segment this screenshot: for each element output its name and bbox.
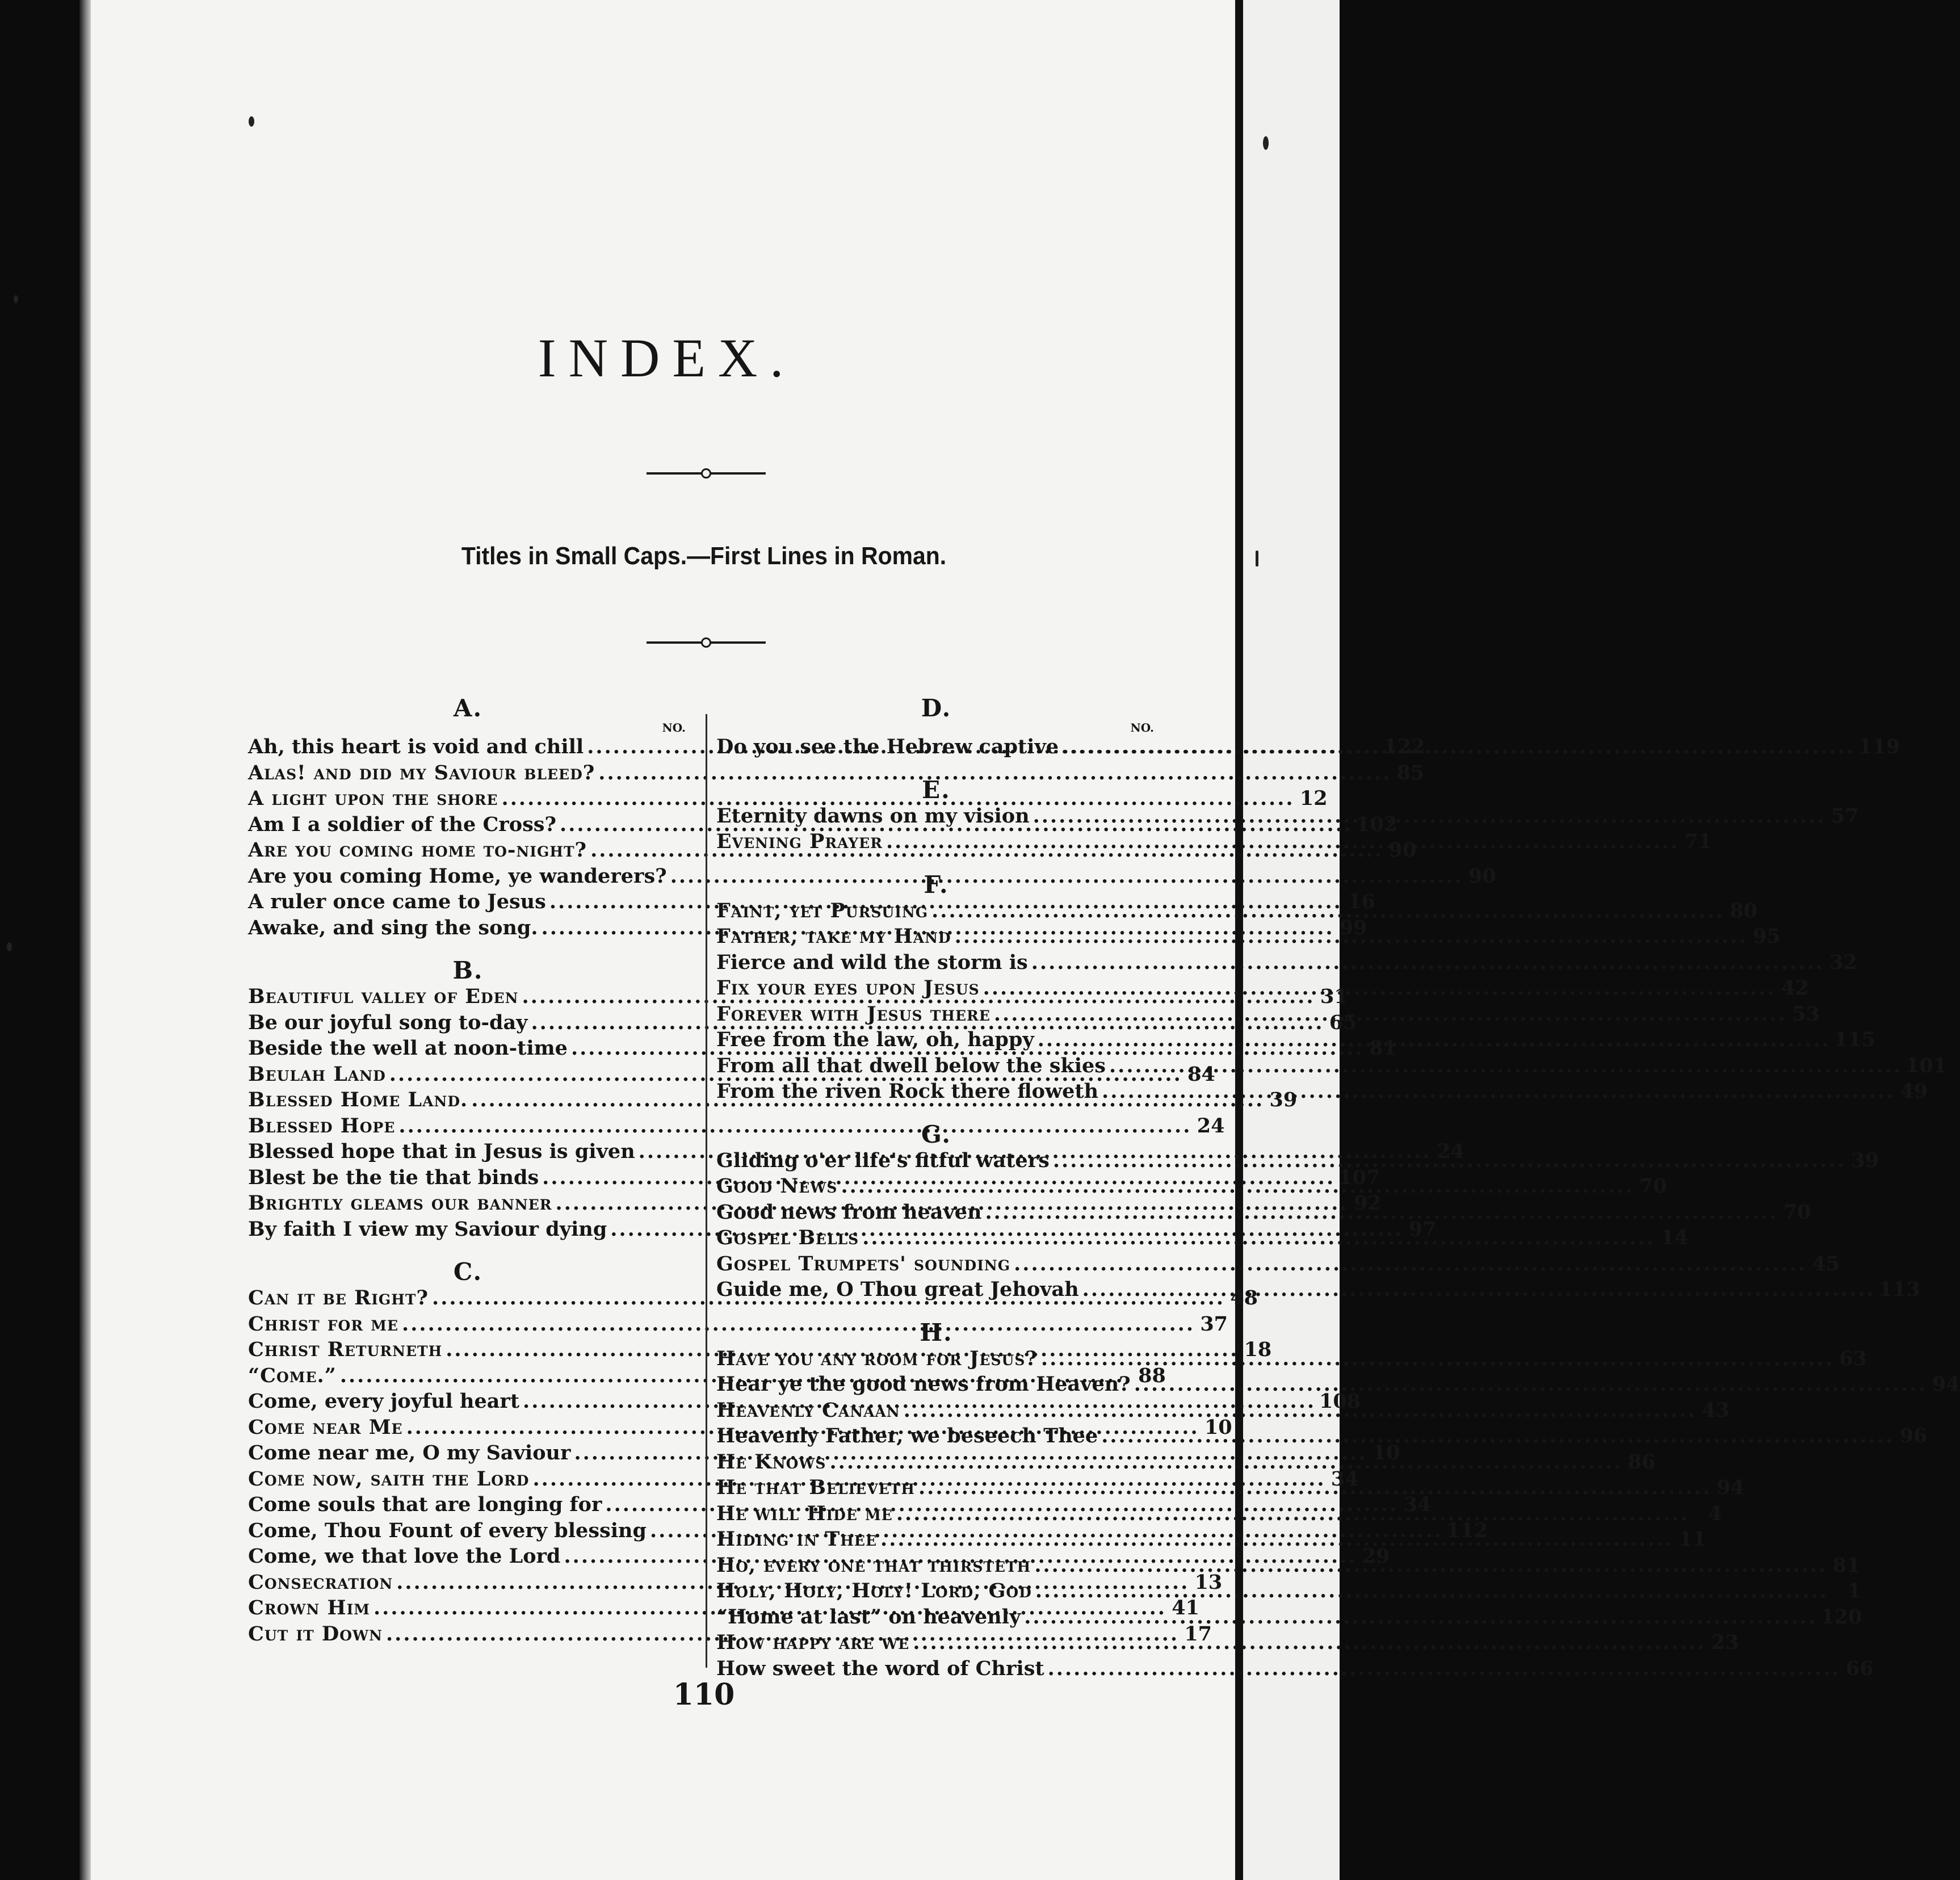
- section-gap: [716, 1105, 1156, 1122]
- hymn-number: 94: [1716, 1476, 1745, 1499]
- dot-leader: [1033, 803, 1826, 829]
- hymn-title: “Home at last” on heavenly: [716, 1605, 1021, 1629]
- ink-speck: [7, 942, 12, 951]
- hymn-title: Heavenly Canaan: [716, 1398, 900, 1422]
- hymn-number: 84: [1187, 1062, 1215, 1086]
- hymn-number: 1: [1847, 1579, 1861, 1602]
- section-gap: [248, 941, 688, 958]
- dot-leader: [1034, 1552, 1827, 1579]
- hymn-title: Fix your eyes upon Jesus: [716, 976, 980, 1000]
- hymn-number: 10: [1204, 1415, 1232, 1439]
- hymn-title: Beautiful valley of Eden: [248, 985, 519, 1008]
- dot-leader: [1024, 1604, 1817, 1630]
- hymn-number: 119: [1858, 735, 1900, 758]
- ink-speck: [1263, 136, 1269, 150]
- hymn-title: Blest be the tie that binds: [248, 1165, 539, 1189]
- hymn-number: 34: [1403, 1493, 1432, 1516]
- index-entry: [716, 950, 1857, 976]
- index-entry: [716, 1656, 1874, 1682]
- page-edge-shadow: [79, 0, 92, 1880]
- dot-leader: [994, 1001, 1787, 1027]
- dot-leader: [1134, 1371, 1927, 1398]
- hymn-title: By faith I view my Saviour dying: [248, 1217, 607, 1241]
- dot-leader: [886, 829, 1679, 855]
- hymn-number: 90: [1468, 864, 1496, 888]
- hymn-title: Be our joyful song to-day: [248, 1010, 528, 1034]
- hymn-number: 99: [1339, 916, 1367, 939]
- hymn-number: 115: [1833, 1028, 1875, 1051]
- hymn-title: Eternity dawns on my vision: [716, 804, 1030, 828]
- hymn-number: 31: [1320, 985, 1348, 1008]
- hymn-number: 107: [1338, 1165, 1380, 1189]
- section-gap: [716, 1303, 1156, 1320]
- hymn-title: Ho, every one that thirsteth: [716, 1553, 1031, 1577]
- dot-leader: [983, 975, 1776, 1001]
- hymn-number: 70: [1639, 1174, 1667, 1198]
- hymn-title: Alas! and did my Saviour bleed?: [248, 761, 595, 784]
- hymn-title: Do you see the Hebrew captive: [716, 735, 1059, 758]
- hymn-number: 81: [1832, 1553, 1861, 1577]
- hymn-title: Good news from heaven: [716, 1200, 982, 1224]
- hymn-number: 71: [1684, 830, 1713, 853]
- index-entry: [248, 760, 1425, 786]
- hymn-number: 70: [1783, 1200, 1811, 1224]
- hymn-number: 88: [1138, 1363, 1166, 1387]
- hymn-number: 108: [1319, 1390, 1361, 1413]
- hymn-title: Come souls that are longing for: [248, 1493, 602, 1516]
- hymn-title: Beside the well at noon-time: [248, 1036, 568, 1060]
- hymn-number: 24: [1197, 1114, 1225, 1138]
- hymn-number: 16: [1348, 890, 1375, 913]
- hymn-number: 85: [1396, 761, 1425, 784]
- dot-leader: [931, 898, 1724, 924]
- hymn-number: 96: [1899, 1424, 1928, 1447]
- hymn-title: A light upon the shore: [248, 787, 498, 810]
- hymn-title: Ah, this heart is void and chill: [248, 735, 584, 758]
- hymn-number: 66: [1845, 1656, 1874, 1680]
- hymn-number: 63: [1839, 1346, 1867, 1370]
- dot-leader: [913, 1630, 1706, 1656]
- hymn-title: Forever with Jesus there: [716, 1002, 991, 1026]
- hymn-title: Gospel Bells: [716, 1226, 859, 1249]
- dot-leader: [880, 1526, 1673, 1552]
- hymn-number: 80: [1730, 899, 1758, 922]
- ornamental-divider-bottom: [647, 641, 766, 644]
- dot-leader: [1102, 1079, 1895, 1105]
- hymn-number: 86: [1627, 1450, 1656, 1474]
- page-number: 110: [673, 1677, 735, 1712]
- dot-leader: [1062, 734, 1855, 760]
- hymn-title: Crown Him: [248, 1596, 370, 1619]
- hymn-title: Blessed Home Land.: [248, 1088, 468, 1111]
- section-letter: C.: [453, 1258, 483, 1286]
- hymn-title: He will Hide me: [716, 1501, 893, 1525]
- hymn-number: 120: [1820, 1605, 1862, 1629]
- ornamental-divider-top: [647, 472, 766, 475]
- hymn-title: Are you coming Home, ye wanderers?: [248, 864, 667, 888]
- hymn-title: Evening Prayer: [716, 830, 883, 853]
- dot-leader: [1038, 1027, 1831, 1053]
- hymn-title: Come near me, O my Saviour: [248, 1441, 571, 1464]
- dot-leader: [1101, 1423, 1894, 1449]
- hymn-number: 53: [1792, 1002, 1820, 1026]
- page-title: INDEX.: [538, 328, 796, 388]
- hymn-number: 101: [1906, 1054, 1948, 1077]
- hymn-number: 97: [1408, 1217, 1437, 1241]
- hymn-number: 113: [1878, 1278, 1920, 1301]
- hymn-title: From the riven Rock there floweth: [716, 1080, 1099, 1103]
- hymn-title: Come now, saith the Lord: [248, 1467, 530, 1491]
- index-entry: [716, 1251, 1840, 1277]
- hymn-number: 29: [1362, 1545, 1390, 1568]
- dot-leader: [1109, 1053, 1902, 1079]
- hymn-number: 81: [1369, 1036, 1397, 1060]
- column-rule: [706, 714, 707, 1668]
- hymn-title: Come, Thou Fount of every blessing: [248, 1518, 647, 1542]
- hymn-number: 65: [1329, 1010, 1357, 1034]
- dot-leader: [904, 1398, 1697, 1424]
- hymn-number: 48: [1230, 1286, 1258, 1310]
- hymn-number: 37: [1200, 1312, 1228, 1336]
- number-column-header: NO.: [662, 721, 686, 735]
- divider-knot: [701, 637, 711, 648]
- hymn-title: Consecration: [248, 1570, 393, 1594]
- hymn-title: Blessed hope that in Jesus is given: [248, 1140, 635, 1163]
- index-entry: [248, 1311, 1228, 1337]
- hymn-number: 11: [1678, 1528, 1707, 1551]
- hymn-number: 102: [1356, 812, 1398, 836]
- dot-leader: [1082, 1277, 1875, 1303]
- hymn-title: From all that dwell below the skies: [716, 1054, 1106, 1077]
- section-gap: [716, 855, 1156, 872]
- section-letter: A.: [453, 694, 483, 722]
- hymn-title: Free from the law, oh, happy: [716, 1028, 1034, 1051]
- hymn-title: Father, take my Hand: [716, 925, 951, 948]
- hymn-title: Fierce and wild the storm is: [716, 950, 1028, 974]
- hymn-title: Hiding in Thee: [716, 1528, 878, 1551]
- index-entry: [248, 786, 1328, 812]
- hymn-title: Beulah Land: [248, 1062, 386, 1086]
- index-entry: [248, 863, 1496, 889]
- hymn-title: Faint, yet Pursuing: [716, 899, 929, 922]
- hymn-title: Cut it Down: [248, 1622, 383, 1646]
- dot-leader: [862, 1225, 1655, 1251]
- hymn-title: Brightly gleams our banner: [248, 1191, 552, 1215]
- hymn-title: Have you any room for Jesus?: [716, 1346, 1038, 1370]
- section-gap: [248, 1242, 688, 1259]
- hymn-title: Blessed Hope: [248, 1114, 396, 1138]
- section-letter: G.: [921, 1120, 951, 1148]
- hymn-title: He Knows: [716, 1450, 826, 1474]
- hymn-title: He that Believeth: [716, 1476, 915, 1499]
- hymn-number: 39: [1269, 1088, 1298, 1111]
- hymn-number: 14: [1660, 1226, 1689, 1249]
- hymn-title: Hear ye the good news from Heaven?: [716, 1373, 1131, 1396]
- hymn-number: 90: [1388, 838, 1417, 862]
- hymn-number: 23: [1711, 1631, 1739, 1654]
- index-entry: [248, 1113, 1225, 1139]
- hymn-title: Come near Me: [248, 1415, 403, 1439]
- hymn-number: 4: [1708, 1501, 1722, 1525]
- dot-leader: [918, 1475, 1711, 1501]
- hymn-title: Come, every joyful heart: [248, 1390, 520, 1413]
- dot-leader: [985, 1199, 1778, 1226]
- dot-leader: [1031, 950, 1824, 976]
- dot-leader: [1048, 1656, 1841, 1682]
- hymn-number: 92: [1353, 1191, 1382, 1215]
- divider-knot: [701, 468, 711, 479]
- hymn-title: Gospel Trumpets' sounding: [716, 1252, 1011, 1275]
- index-legend: Titles in Small Caps.—First Lines in Roman.: [461, 542, 947, 570]
- hymn-title: A ruler once came to Jesus: [248, 890, 546, 913]
- section-letter: H.: [920, 1318, 953, 1346]
- section-letter: F.: [924, 870, 949, 899]
- hymn-title: Awake, and sing the song.: [248, 916, 538, 939]
- hymn-number: 32: [1829, 950, 1857, 974]
- hymn-number: 10: [1372, 1441, 1400, 1464]
- hymn-number: 112: [1446, 1518, 1488, 1542]
- hymn-number: 18: [1244, 1338, 1272, 1361]
- hymn-title: How sweet the word of Christ: [716, 1656, 1044, 1680]
- hymn-title: How happy are we: [716, 1631, 910, 1654]
- hymn-title: Good News: [716, 1174, 838, 1198]
- hymn-title: Can it be Right?: [248, 1286, 429, 1310]
- hymn-number: 45: [1812, 1252, 1840, 1275]
- hymn-number: 13: [1194, 1570, 1223, 1594]
- hymn-number: 122: [1383, 735, 1425, 758]
- dot-leader: [830, 1449, 1623, 1475]
- dot-leader: [1014, 1251, 1807, 1277]
- hymn-title: Holy, Holy, Holy! Lord, God: [716, 1579, 1032, 1602]
- hymn-number: 24: [1436, 1140, 1464, 1163]
- hymn-number: 49: [1900, 1080, 1928, 1103]
- ink-speck: [249, 116, 254, 127]
- hymn-number: 12: [1299, 787, 1328, 810]
- hymn-title: Christ Returneth: [248, 1338, 443, 1361]
- hymn-number: 94: [1932, 1373, 1960, 1396]
- hymn-title: “Come.”: [248, 1363, 337, 1387]
- hymn-number: 42: [1781, 976, 1809, 1000]
- dot-leader: [1053, 1148, 1846, 1174]
- section-letter: B.: [452, 956, 484, 984]
- hymn-number: 57: [1831, 804, 1859, 828]
- dot-leader: [841, 1173, 1634, 1199]
- dot-leader: [955, 924, 1748, 950]
- number-column-header: NO.: [1130, 721, 1154, 735]
- section-letter: E.: [922, 775, 951, 804]
- hymn-title: Christ for me: [248, 1312, 399, 1336]
- dot-leader: [1035, 1578, 1828, 1604]
- hymn-title: Come, we that love the Lord: [248, 1545, 561, 1568]
- hymn-title: Guide me, O Thou great Jehovah: [716, 1278, 1079, 1301]
- hymn-number: 39: [1851, 1148, 1879, 1172]
- hymn-number: 41: [1172, 1596, 1199, 1619]
- hymn-title: Are you coming home to-night?: [248, 838, 587, 862]
- ink-speck: [14, 295, 18, 303]
- hymn-number: 43: [1702, 1398, 1730, 1422]
- hymn-title: Am I a soldier of the Cross?: [248, 812, 557, 836]
- hymn-title: Heavenly Father, we beseech Thee: [716, 1424, 1098, 1447]
- hymn-title: Gliding o'er life's fitful waters: [716, 1148, 1050, 1172]
- section-gap: [716, 760, 1156, 777]
- ink-speck: [1256, 551, 1258, 566]
- hymn-number: 17: [1184, 1622, 1212, 1646]
- hymn-number: 95: [1752, 925, 1781, 948]
- section-letter: D.: [921, 694, 952, 722]
- dot-leader: [896, 1501, 1689, 1527]
- dot-leader: [1041, 1346, 1834, 1372]
- hymn-number: 34: [1331, 1467, 1359, 1491]
